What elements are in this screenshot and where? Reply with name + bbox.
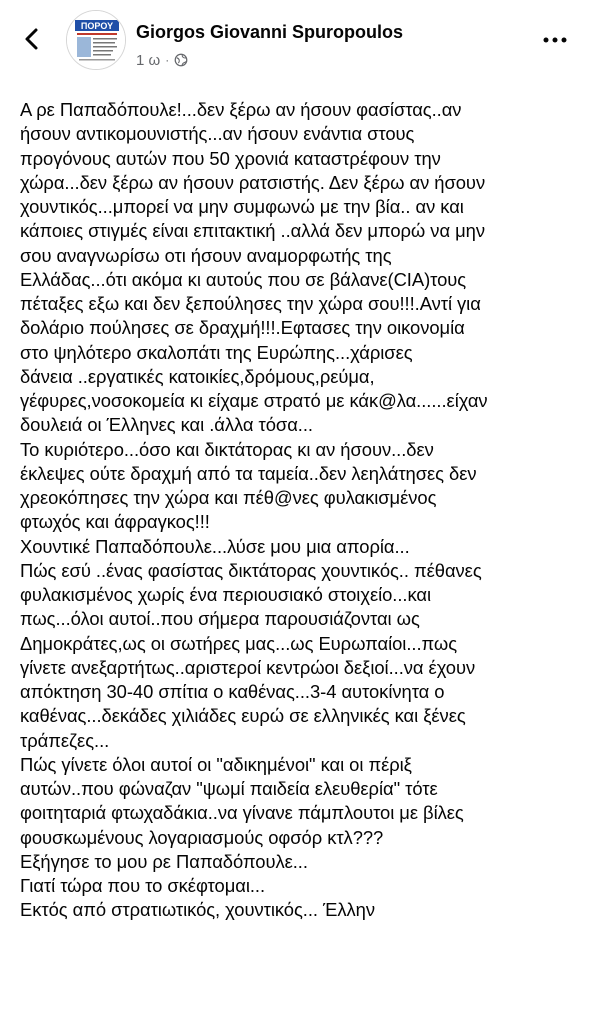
post-header [0,0,589,80]
post-time[interactable]: 1 ω [136,51,161,69]
globe-icon [174,53,188,67]
meta-separator: · [165,53,170,67]
avatar-logo-text: ΠΟΡΟΥ [80,21,114,31]
author-name[interactable]: Giorgos Giovanni Spuropoulos [136,22,404,42]
avatar[interactable] [66,10,126,70]
back-chevron-icon[interactable] [20,26,46,52]
post-body-text: Α ρε Παπαδόπουλε!...δεν ξέρω αν ήσουν φασίστας..αν ήσουν αντικομουνιστής...αν ήσουν ενάντια στους προγόνους αυτών που 50 χρονιά καταστρέφουν την χώρα...δεν ξέρω αν ήσουν ρατσιστής. Δεν ξέρω αν ήσουν χουντικός...μπορεί να μην συμφωνώ με την βία.. αν και κάποιες στιγμές είναι επιτακτική ..αλλά δεν μπορώ να μην σου αναγνωρίσω οτι ήσουν αναμορφωτής της Ελλάδας...ότι ακόμα κι αυτούς που σε βάλανε(CIA)τους πέταξες εξω και δεν ξεπούλησες την χώρα σου!!!.Αντί για δολάριο πούλησες σε δραχμή!!!.Εφτασες την οικονομία στο ψηλότερο σκαλοπάτι της Ευρώπης...χάρισες δάνεια ..εργατικές κατοικίες,δρόμους,ρεύμα, γέφυρες,νοσοκομεία κι είχαμε στρατό με κάκ@λα......είχαν δουλειά οι Έλληνες και .άλλα τόσα... Το κυριότερο...όσο και δικτάτορας κι αν ήσουν...δεν έκλεψες ούτε δραχμή από τα ταμεία..δεν λεηλάτησες δεν χρεοκόπησες την χώρα και πέθ@νες φυλακισμένος φτωχός και άφραγκος!!! Χουντικέ Παπαδόπουλε...λύσε μου μια απορία... Πώς εσύ ..ένας φασίστας δικτάτορας χουντικός.. πέθανες φυλακισμένος χωρίς ένα περιουσιακό στοιχείο...και πως...όλοι αυτοί..που σήμερα παρουσιάζονται ως Δημοκράτες,ως οι σωτήρες μας...ως Ευρωπαίοι...πως γίνετε ανεξαρτήτως..αριστεροί κεντρώοι δεξιοί...να έχουν απόκτηση 30-40 σπίτια ο καθένας...3-4 αυτοκίνητα ο καθένας...δεκάδες χιλιάδες ευρώ σε ελληνικές και ξένες τράπεζες... Πώς γίνετε όλοι αυτοί οι "αδικημένοι" και οι πέριξ αυτών..που φώναζαν "ψωμί παιδεία ελευθερία" τότε φοιτηταριά φτωχαδάκια..να γίνανε πάμπλουτοι με βίλες φουσκωμένους λογαριασμούς οφσόρ κτλ??? Εξήγησε το μου ρε Παπαδόπουλε... Γιατί τώρα που το σκέφτομαι... Εκτός από στρατιωτικός, χουντικός... Έλλην [20,99,488,921]
more-options-icon[interactable] [540,28,570,52]
post-meta [136,50,188,70]
